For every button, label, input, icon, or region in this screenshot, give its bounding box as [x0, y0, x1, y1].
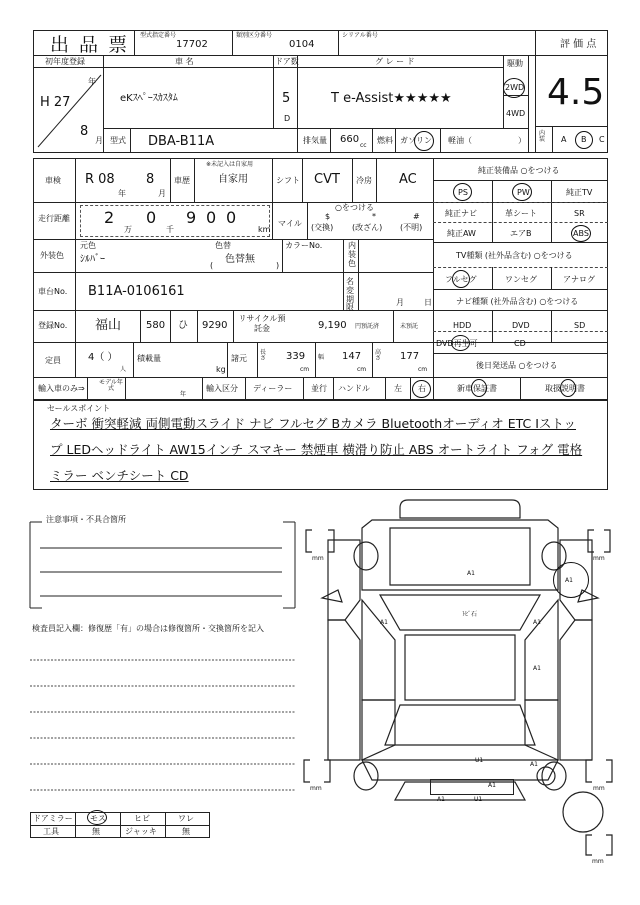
dvd-playable: DVD再生可 — [436, 339, 478, 348]
capacity-value: 4（ ） — [88, 352, 118, 363]
length-label: 長さ — [260, 349, 267, 362]
first-reg-month-unit: 月 — [95, 136, 103, 145]
interior-color-label: 内装色 — [348, 241, 356, 268]
tv-oneseg: ワンセグ — [505, 275, 537, 284]
mileage-unit-sen: 千 — [166, 225, 174, 234]
navi-hdd: HDD — [453, 321, 472, 330]
navi-cd: CD — [514, 339, 526, 348]
color-no-label: カラーNo. — [285, 241, 323, 250]
rear-bumper-mark — [430, 779, 514, 795]
registration-area: 福山 — [95, 318, 122, 333]
equip-genuine-navi: 純正ナビ — [445, 209, 477, 218]
recycle-no: 未預託 — [400, 323, 419, 330]
type-cert-value: 17702 — [176, 39, 208, 50]
shaken-label: 車検 — [45, 176, 61, 185]
color-label: 外装色 — [40, 251, 64, 260]
model-year-label: モデル年式 — [99, 379, 123, 392]
genuine-equip-label: 純正装備品 ○をつける — [478, 166, 560, 175]
load-label: 積載量 — [137, 354, 161, 363]
capacity-unit: 人 — [120, 366, 127, 373]
mileage-opt1: (交換) — [311, 223, 334, 232]
import-parallel: 並行 — [311, 384, 327, 393]
category-label: 類別区分番号 — [236, 32, 273, 39]
width-value: 147 — [342, 351, 362, 362]
height-cm: cm — [418, 366, 428, 373]
chassis-label: 車台No. — [38, 287, 68, 296]
damage-mark: A1 — [530, 761, 538, 768]
equip-abs: ABS — [573, 229, 589, 238]
equip-sr: SR — [574, 209, 585, 218]
navi-sd: SD — [574, 321, 586, 330]
parts-break: ワレ — [178, 814, 194, 823]
cc-unit: cc — [360, 142, 367, 149]
serial-label: シリアル番号 — [342, 32, 378, 39]
recycle-label: リサイクル預託金 — [238, 314, 286, 333]
spec-label: 諸元 — [231, 354, 247, 363]
mileage-digit: 0 — [226, 208, 237, 227]
parts-crack: ヒビ — [134, 814, 150, 823]
mileage-opt2: (改ざん) — [352, 223, 383, 232]
damage-mark: A1 — [437, 796, 445, 803]
parts-jack: ジャッキ — [125, 827, 157, 836]
equip-genuine-tv: 純正TV — [566, 188, 593, 197]
damage-mark: A1 — [533, 619, 541, 626]
drive-4wd: 4WD — [506, 109, 526, 118]
registration-number: 9290 — [202, 320, 228, 331]
displacement-label: 排気量 — [303, 136, 327, 145]
mm-unit: mm — [310, 785, 322, 792]
drive-2wd: 2WD — [505, 83, 525, 92]
drive-label: 駆動 — [507, 59, 523, 68]
doors-label: ドア数 — [275, 57, 299, 66]
doc-warranty: 新車保証書 — [457, 384, 497, 393]
damage-mark: A1 — [380, 619, 388, 626]
handle-left: 左 — [394, 384, 402, 393]
equip-pw: PW — [517, 188, 530, 197]
import-only-label: 輸入車のみ⇒ — [38, 384, 85, 393]
model-year-unit: 年 — [180, 391, 187, 398]
length-cm: cm — [300, 366, 310, 373]
mileage-mile: マイル — [278, 219, 302, 228]
repaint-paren-open: ( — [210, 261, 214, 270]
grade-score-label: 評 価 点 — [560, 39, 597, 50]
repaint-value: 色替無 — [225, 254, 255, 265]
mm-unit: mm — [312, 555, 324, 562]
mileage-digit: 0 — [206, 208, 217, 227]
width-cm: cm — [357, 366, 367, 373]
recycle-value: 9,190 — [318, 320, 347, 331]
parts-tools: 工具 — [43, 827, 59, 836]
fuel-gasoline: ガソリン — [400, 136, 432, 145]
caution-label: 注意事項・不具合箇所 — [46, 515, 126, 524]
equip-genuine-aw: 純正AW — [447, 229, 476, 238]
first-reg-label: 初年度登録 — [45, 57, 85, 66]
circle-mark — [553, 562, 589, 598]
repaint-paren-close: ) — [276, 261, 280, 270]
mm-unit: mm — [592, 858, 604, 865]
mm-unit: mm — [593, 555, 605, 562]
damage-mark: ﾄﾋﾞ石 — [462, 611, 478, 618]
docs-label: 後日発送品 ○をつける — [476, 361, 558, 370]
displacement-value: 660 — [340, 134, 360, 145]
sales-line-3: ミラー ベンチシート CD — [50, 468, 189, 483]
load-kg: kg — [216, 365, 226, 374]
shaken-month-unit: 月 — [158, 189, 166, 198]
repaint-label: 色替 — [215, 241, 231, 250]
category-value: 0104 — [289, 39, 315, 50]
registration-class: 580 — [146, 320, 166, 331]
width-label: 幅 — [318, 354, 325, 361]
tv-fullseg: フルセグ — [445, 275, 477, 284]
equip-airbag: エアB — [510, 229, 532, 238]
mileage-digit: 0 — [146, 208, 157, 227]
equip-leather-seat: 革シート — [505, 209, 537, 218]
mileage-unit-man: 万 — [124, 225, 132, 234]
shift-value: CVT — [314, 172, 340, 187]
recycle-unit: 円預託済 — [355, 323, 380, 330]
first-reg-year-unit: 年 — [88, 77, 96, 86]
import-type-label: 輸入区分 — [206, 384, 238, 393]
name-change-day: 日 — [424, 298, 432, 307]
car-name-label: 車 名 — [175, 57, 194, 66]
interior-grade-label: 内装 — [539, 130, 546, 143]
mm-unit: mm — [593, 785, 605, 792]
parts-mirror: ドアミラー — [33, 814, 73, 823]
damage-mark: U1 — [474, 796, 483, 803]
damage-mark: A1 — [467, 570, 475, 577]
history-label: 車歴 — [174, 176, 190, 185]
original-color-label: 元色 — [80, 241, 96, 250]
registration-kana: ひ — [178, 320, 188, 331]
damage-mark: A1 — [565, 577, 573, 584]
doc-manual: 取扱説明書 — [545, 384, 585, 393]
parts-tools-value: 無 — [92, 827, 100, 836]
parts-jack-value: 無 — [182, 827, 190, 836]
ac-label: 冷房 — [356, 176, 372, 185]
grade-label: グ レ ー ド — [375, 57, 415, 66]
length-value: 339 — [286, 351, 306, 362]
fuel-close: ） — [518, 136, 526, 145]
sales-label: セールスポイント — [47, 404, 111, 413]
tv-analog: アナログ — [563, 275, 595, 284]
navi-dvd: DVD — [512, 321, 530, 330]
damage-mark: A1 — [533, 665, 541, 672]
sheet-title: 出 品 票 — [50, 34, 130, 56]
mileage-mark-label: ○をつける — [335, 203, 374, 212]
handle-right: 右 — [418, 384, 426, 393]
parts-moss: モス — [90, 814, 106, 823]
sales-line-1: ターボ 衝突軽減 両側電動スライド ナビ フルセグ Bカメラ Bluetoothオーディオ ETC Iストッ — [50, 416, 577, 431]
inspector-label: 検査員記入欄：修復歴「有」の場合は修復箇所・交換箇所を記入 — [32, 624, 264, 633]
first-reg-month: 8 — [80, 124, 89, 139]
fuel-diesel: 軽油（ — [448, 136, 472, 145]
mileage-digit: 2 — [104, 208, 115, 227]
equip-ps: PS — [458, 188, 468, 197]
interior-grade-c: C — [599, 135, 605, 144]
mileage-digit: 9 — [186, 208, 197, 227]
tv-type-label: TV種類 (社外品含む) ○をつける — [456, 251, 573, 260]
mileage-opt2-sym: * — [372, 212, 376, 221]
mileage-label: 走行距離 — [38, 214, 70, 223]
mileage-opt3: (不明) — [400, 223, 423, 232]
mileage-opt1-sym: $ — [325, 212, 331, 221]
handle-label: ハンドル — [338, 384, 370, 393]
import-dealer: ディーラー — [253, 384, 293, 393]
car-name: eKｽﾍﾟｰｽｶｽﾀﾑ — [120, 93, 178, 104]
interior-grade-a: A — [561, 135, 567, 144]
height-value: 177 — [400, 351, 420, 362]
registration-label: 登録No. — [38, 321, 68, 330]
shaken-era: R 08 — [85, 172, 115, 187]
name-change-month: 月 — [396, 298, 404, 307]
damage-mark: A1 — [488, 782, 496, 789]
damage-mark: U1 — [475, 757, 484, 764]
height-label: 高さ — [375, 349, 382, 362]
chassis-value: B11A-0106161 — [88, 284, 185, 299]
navi-type-label: ナビ種類 (社外品含む) ○をつける — [456, 297, 579, 306]
grade-score-value: 4.5 — [547, 72, 605, 113]
type-cert-label: 型式指定番号 — [140, 32, 177, 39]
model-label: 型式 — [110, 136, 126, 145]
mileage-km: km — [258, 225, 271, 234]
interior-grade-b: B — [581, 135, 587, 144]
model-value: DBA-B11A — [148, 134, 215, 149]
shift-label: シフト — [276, 176, 300, 185]
original-color: ｼﾙﾊﾞｰ — [80, 254, 105, 265]
ac-value: AC — [399, 172, 417, 187]
history-note: ※未記入は自家用 — [206, 161, 254, 168]
grade-value: T e-Assist★★★★★ — [331, 91, 452, 106]
fuel-label: 燃料 — [377, 136, 393, 145]
first-reg-era: H 27 — [40, 95, 71, 110]
capacity-label: 定員 — [45, 356, 61, 365]
sales-line-2: プ LEDヘッドライト AW15インチ スマキー 禁煙車 横滑り防止 ABS オートライト フォグ 電格 — [50, 442, 583, 457]
name-change-label: 名変期限 — [346, 277, 354, 313]
shaken-month: 8 — [146, 172, 155, 187]
door-count: 5 — [282, 91, 291, 106]
mileage-opt3-sym: # — [413, 212, 420, 221]
history-value: 自家用 — [218, 174, 248, 185]
door-suffix: D — [284, 114, 291, 123]
shaken-year-unit: 年 — [118, 189, 126, 198]
